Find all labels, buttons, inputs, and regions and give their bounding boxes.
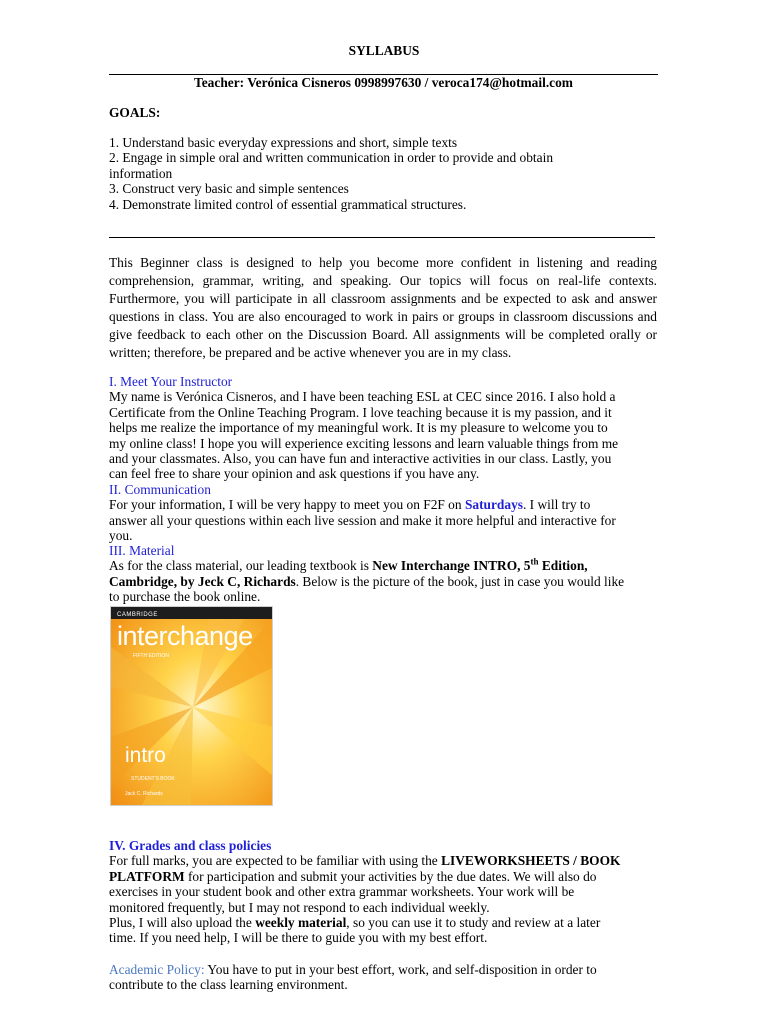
text-run: As for the class material, our leading textbook is	[109, 558, 373, 574]
body-line: helps me realize the importance of my meaningful work. It is my pleasure to welcome you to	[109, 420, 608, 436]
body-line: exercises in your student book and other extra grammar worksheets. Your work will be	[109, 884, 575, 900]
body-line	[109, 962, 657, 977]
body-line: to purchase the book online.	[109, 589, 261, 605]
body-line: time. If you need help, I will be there to guide you with my best effort.	[109, 930, 488, 946]
goals-divider	[109, 237, 655, 238]
platform-name: LIVEWORKSHEETS / BOOK	[441, 853, 621, 869]
goal-item: 1. Understand basic everyday expressions and short, simple texts	[109, 135, 458, 150]
goals-list	[109, 135, 657, 212]
text-run: , so you can use it to study and review at a later	[346, 915, 601, 931]
text-run: You have to put in your best effort, work, and self-disposition in order to	[204, 962, 597, 977]
section-material-body	[109, 558, 657, 604]
textbook-title: New Interchange INTRO, 5th Edition,	[372, 556, 588, 574]
body-line: answer all your questions within each live session and make it more helpful and interactive for	[109, 512, 616, 528]
goal-item: information	[109, 165, 173, 181]
weekly-material: weekly material	[255, 915, 347, 931]
page-title: SYLLABUS	[348, 43, 420, 58]
body-line: Certificate from the Online Teaching Program. I love teaching because it is my passion, and it	[109, 404, 612, 420]
body-line	[109, 853, 657, 868]
textbook-cover-image	[110, 606, 273, 806]
text-run: . I will try to	[522, 497, 591, 513]
cover-level: intro	[125, 744, 166, 767]
platform-name: PLATFORM	[109, 868, 185, 884]
text-run: Plus, I will also upload the	[109, 915, 256, 931]
text-run: For your information, I will be very happy to meet you on F2F on	[109, 497, 465, 513]
body-line: contribute to the class learning environment.	[109, 977, 348, 993]
cover-publisher: CAMBRIDGE	[117, 612, 158, 618]
body-line: and your classmates. Also, you can have fun and interactive activities in our class. Lastly, you	[109, 451, 612, 467]
goals-heading: GOALS:	[109, 105, 161, 120]
section-meet-instructor-heading: I. Meet Your Instructor	[109, 374, 233, 389]
goal-item: 4. Demonstrate limited control of essential grammatical structures.	[109, 196, 467, 212]
saturdays-highlight: Saturdays	[464, 497, 523, 513]
section-grades-body	[109, 853, 657, 945]
textbook-publisher: Cambridge, by Jeck C, Richards	[109, 573, 296, 589]
academic-policy-label: Academic Policy:	[109, 962, 205, 977]
body-line	[109, 574, 657, 589]
text-run: For full marks, you are expected to be familiar with using the	[109, 853, 442, 869]
body-line: you.	[109, 528, 133, 544]
section-communication-body	[109, 497, 657, 543]
body-line	[109, 558, 657, 573]
intro-paragraph: This Beginner class is designed to help you become more confident in listening and reading comprehension, grammar, writing, and speaking. Our topics will focus on real-life contexts. Furthermore, you will participate in all classroom assignments and be expected to ask and answer questions in class. You are also encouraged to work in pairs or groups in classroom discussions and give feedback to each other on the Discussion Board. All assignments will be completed orally or written; therefore, be prepared and be active whenever you are in my class.	[109, 255, 657, 360]
body-line: my online class! I hope you will experience exciting lessons and learn valuable things from me	[109, 435, 619, 451]
section-communication-heading: II. Communication	[109, 482, 211, 497]
text-run: for participation and submit your activities by the due dates. We will also do	[184, 868, 597, 884]
section-grades-heading: IV. Grades and class policies	[109, 838, 272, 853]
cover-edition: FIFTH EDITION	[133, 653, 169, 659]
goal-item: 3. Construct very basic and simple sentences	[109, 181, 349, 197]
body-line	[109, 497, 657, 512]
cover-subtitle: STUDENT'S BOOK	[131, 776, 175, 782]
cover-title: interchange	[117, 621, 253, 651]
goal-item: 2. Engage in simple oral and written communication in order to provide and obtain	[109, 150, 554, 166]
body-line: can feel free to share your opinion and ask questions if you have any.	[109, 466, 480, 482]
section-material-heading: III. Material	[109, 543, 175, 558]
text-run: . Below is the picture of the book, just in case you would like	[295, 573, 625, 589]
body-line	[109, 869, 657, 884]
body-line: My name is Verónica Cisneros, and I have been teaching ESL at CEC since 2016. I also hold a	[109, 389, 616, 405]
section-meet-instructor-body	[109, 389, 657, 481]
teacher-line: Teacher: Verónica Cisneros 0998997630 / veroca174@hotmail.com	[194, 75, 573, 90]
cover-author: Jack C. Richards	[125, 791, 163, 797]
academic-policy	[109, 962, 657, 993]
body-line: monitored frequently, but I may not respond to each individual weekly.	[109, 899, 490, 915]
body-line	[109, 915, 657, 930]
